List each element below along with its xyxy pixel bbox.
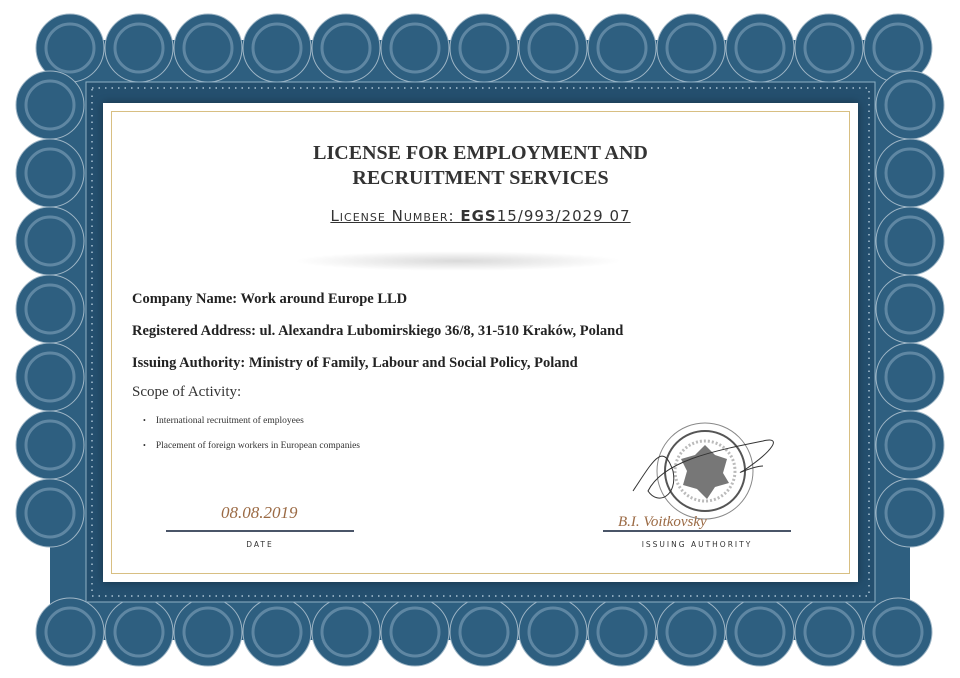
authority-line [603, 530, 791, 532]
license-prefix: EGS [460, 207, 497, 225]
registered-address: Registered Address: ul. Alexandra Lubomirskiego 36/8, 31-510 Kraków, Poland [132, 323, 624, 339]
scope-item: • Placement of foreign workers in European companies [143, 441, 360, 451]
divider-shadow [293, 251, 623, 271]
certificate-paper [103, 103, 858, 582]
scope-label: Scope of Activity: [132, 384, 242, 400]
title-line-2: RECRUITMENT SERVICES [352, 167, 609, 189]
scope-list [143, 416, 360, 466]
license-label: License Number: [330, 207, 461, 225]
title-line-1: LICENSE FOR EMPLOYMENT AND [313, 142, 648, 164]
company-name: Company Name: Work around Europe LLD [132, 291, 408, 307]
date-caption: DATE [246, 540, 274, 549]
date-line [166, 530, 354, 532]
authority-caption: ISSUING AUTHORITY [641, 540, 753, 549]
certificate-title [103, 141, 858, 191]
license-value: 15/993/2029 07 [496, 207, 631, 225]
date-value: 08.08.2019 [221, 503, 298, 522]
signatory-name: B.I. Voitkovsky [618, 514, 707, 530]
license-number [103, 207, 858, 225]
issuing-authority: Issuing Authority: Ministry of Family, Labour and Social Policy, Poland [132, 355, 578, 371]
scope-item: • International recruitment of employees [143, 416, 360, 426]
